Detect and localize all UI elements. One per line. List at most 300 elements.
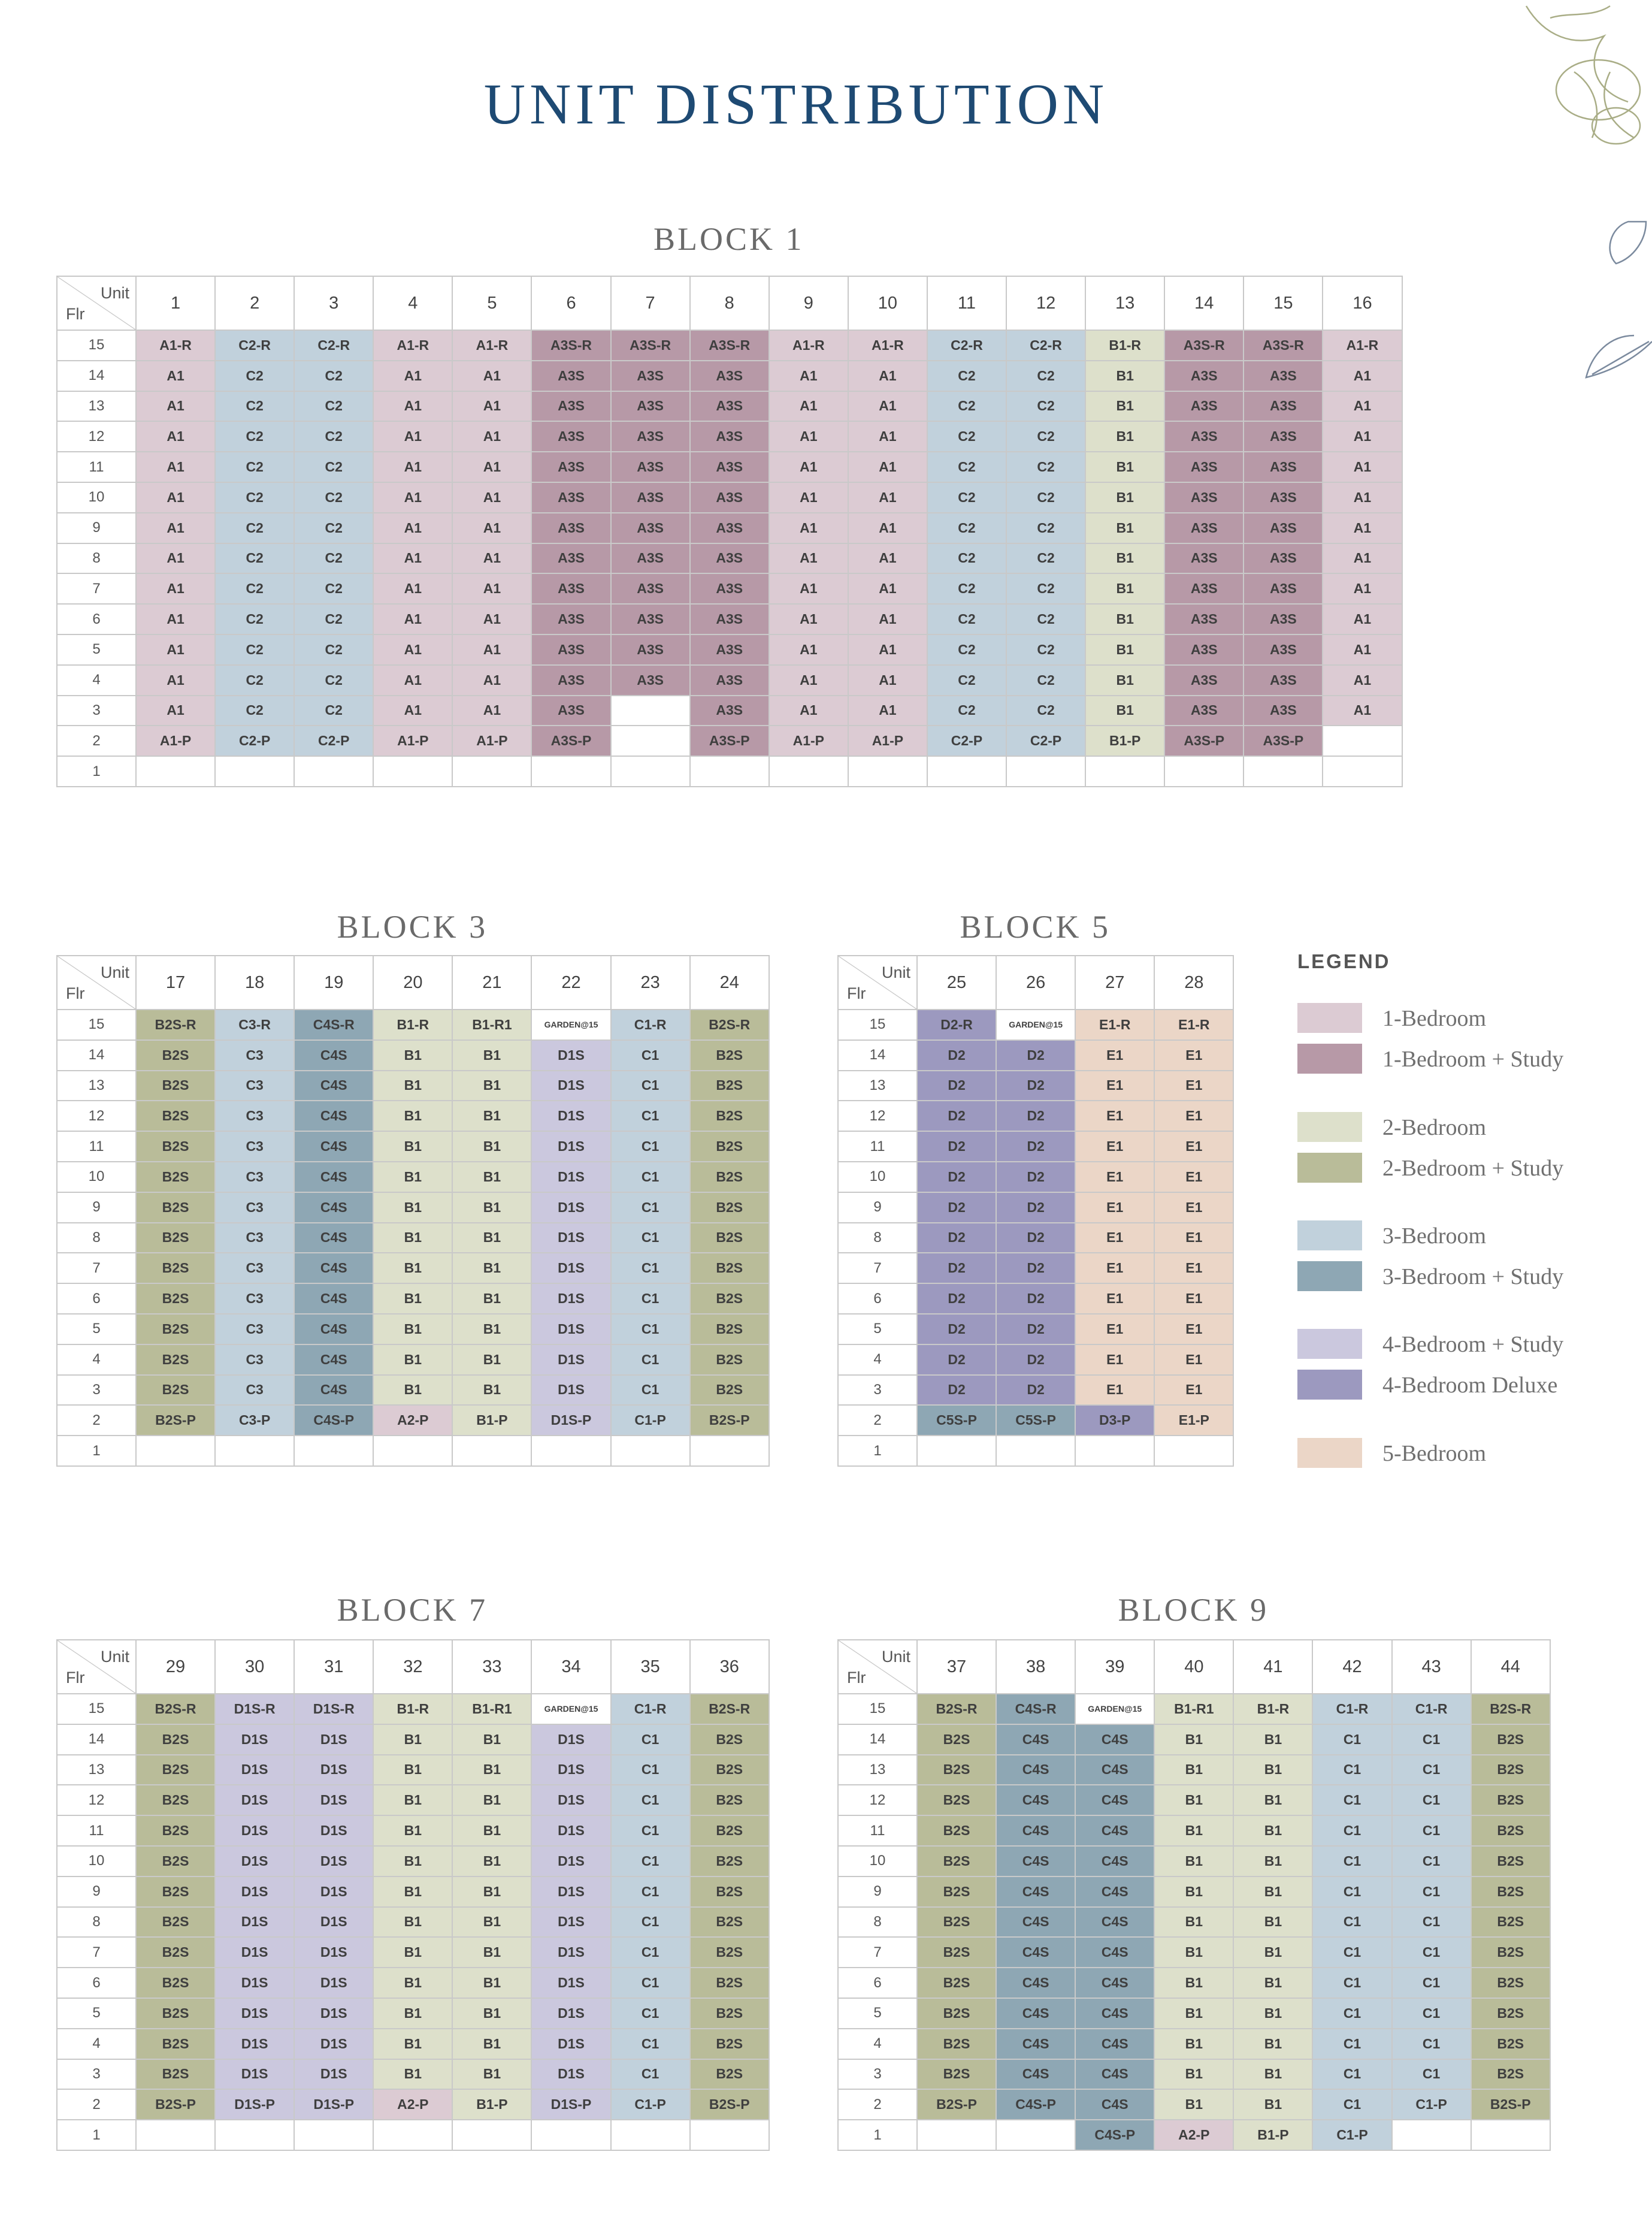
- unit-type-cell: C1: [611, 1846, 690, 1876]
- unit-type-cell: C4S: [1075, 1907, 1154, 1938]
- unit-type-cell: D1S: [215, 2059, 294, 2090]
- unit-type-cell: B1: [1233, 1846, 1312, 1876]
- unit-type-cell: D1S: [215, 1755, 294, 1785]
- unit-type-cell: C4S: [1075, 2089, 1154, 2120]
- unit-type-cell: A1-P: [769, 726, 848, 756]
- unit-type-cell: A1: [136, 391, 215, 422]
- unit-number-header: 1: [136, 276, 215, 330]
- unit-type-cell: B2S: [917, 2059, 996, 2090]
- unit-type-cell: B2S: [917, 1998, 996, 2029]
- unit-type-cell: C3: [215, 1192, 294, 1223]
- unit-type-cell: [927, 756, 1006, 787]
- unit-type-cell: A3S-R: [531, 330, 610, 361]
- floor-number: 2: [838, 2089, 917, 2120]
- unit-type-cell: A1: [769, 482, 848, 513]
- block-title: BLOCK 9: [1118, 1592, 1269, 1628]
- unit-type-cell: A3S: [690, 391, 769, 422]
- unit-type-cell: B1-R: [1233, 1694, 1312, 1724]
- unit-type-cell: C3: [215, 1344, 294, 1375]
- unit-type-cell: C4S-P: [996, 2089, 1075, 2120]
- unit-number-header: 11: [927, 276, 1006, 330]
- unit-type-cell: B1: [452, 1314, 531, 1344]
- unit-type-cell: C4S: [294, 1223, 373, 1253]
- floor-number: 1: [838, 1436, 917, 1466]
- unit-type-cell: A3S: [531, 482, 610, 513]
- unit-number-header: 9: [769, 276, 848, 330]
- unit-type-cell: A1: [769, 634, 848, 665]
- unit-type-cell: D2: [996, 1253, 1075, 1283]
- floor-number: 7: [57, 1253, 136, 1283]
- unit-type-cell: C4S: [294, 1101, 373, 1131]
- unit-type-cell: C4S: [996, 1815, 1075, 1846]
- unit-type-cell: D2: [996, 1162, 1075, 1192]
- unit-type-cell: C1: [611, 1253, 690, 1283]
- unit-type-cell: B1: [1154, 1785, 1233, 1815]
- unit-type-cell: B2S: [136, 1785, 215, 1815]
- unit-type-cell: A1: [1323, 543, 1402, 574]
- unit-type-cell: D1S: [531, 1755, 610, 1785]
- unit-type-cell: B1: [373, 1907, 452, 1938]
- unit-type-cell: C4S: [294, 1162, 373, 1192]
- unit-number-header: 30: [215, 1640, 294, 1694]
- unit-type-cell: A3S: [1243, 421, 1323, 452]
- unit-type-cell: B2S: [690, 1815, 769, 1846]
- unit-type-cell: B2S-R: [1471, 1694, 1550, 1724]
- unit-type-cell: [531, 2120, 610, 2150]
- unit-type-cell: A1: [136, 482, 215, 513]
- unit-type-cell: C2: [215, 696, 294, 726]
- unit-number-header: 7: [611, 276, 690, 330]
- floor-number: 1: [57, 2120, 136, 2150]
- floor-number: 1: [57, 1436, 136, 1466]
- unit-type-cell: B2S: [136, 1724, 215, 1755]
- unit-type-cell: D2: [996, 1344, 1075, 1375]
- legend-label: 4-Bedroom Deluxe: [1382, 1373, 1558, 1398]
- unit-type-cell: A3S: [1164, 361, 1243, 391]
- unit-type-cell: C2: [927, 634, 1006, 665]
- unit-type-cell: B2S: [690, 1192, 769, 1223]
- unit-type-cell: B2S: [136, 1998, 215, 2029]
- floor-number: 9: [57, 513, 136, 543]
- unit-type-cell: B1: [1085, 543, 1164, 574]
- unit-type-cell: B1: [1233, 1755, 1312, 1785]
- legend-label: 2-Bedroom: [1382, 1115, 1487, 1140]
- floor-number: 8: [838, 1907, 917, 1938]
- unit-type-cell: B2S: [917, 1785, 996, 1815]
- unit-type-cell: [611, 726, 690, 756]
- unit-type-cell: C1: [611, 2059, 690, 2090]
- floor-row: [838, 1375, 1233, 1406]
- floor-number: 12: [838, 1101, 917, 1131]
- unit-type-cell: B2S: [136, 1253, 215, 1283]
- unit-type-cell: C2: [294, 421, 373, 452]
- unit-type-cell: A1: [769, 452, 848, 482]
- floor-row: [57, 573, 1402, 604]
- unit-type-cell: A3S: [1243, 543, 1323, 574]
- unit-type-cell: A1: [373, 696, 452, 726]
- floor-number: 4: [57, 2029, 136, 2059]
- unit-type-cell: A1-P: [452, 726, 531, 756]
- unit-type-cell: B2S: [1471, 1815, 1550, 1846]
- unit-type-cell: B1: [452, 1937, 531, 1968]
- legend-swatch: [1297, 1438, 1362, 1468]
- unit-type-cell: B2S-P: [917, 2089, 996, 2120]
- floor-number: 13: [57, 391, 136, 422]
- unit-type-cell: C4S: [996, 1876, 1075, 1907]
- unit-type-cell: C1: [611, 1755, 690, 1785]
- unit-type-cell: A3S: [1164, 421, 1243, 452]
- unit-type-cell: B2S: [1471, 1846, 1550, 1876]
- unit-type-cell: B1: [1233, 1815, 1312, 1846]
- unit-type-cell: C1: [611, 1907, 690, 1938]
- unit-type-cell: A1: [1323, 604, 1402, 634]
- unit-type-cell: A1: [373, 513, 452, 543]
- unit-type-cell: A1: [1323, 482, 1402, 513]
- unit-type-cell: C1: [611, 1876, 690, 1907]
- unit-type-cell: B2S-R: [136, 1010, 215, 1040]
- unit-type-cell: [215, 1436, 294, 1466]
- unit-type-cell: A1: [848, 604, 927, 634]
- unit-type-cell: A3S: [531, 696, 610, 726]
- unit-type-cell: C4S: [1075, 1846, 1154, 1876]
- unit-type-cell: A1: [452, 452, 531, 482]
- unit-type-cell: A3S: [1243, 573, 1323, 604]
- unit-type-cell: E1: [1075, 1253, 1154, 1283]
- unit-type-cell: B1-P: [452, 1405, 531, 1436]
- unit-type-cell: C2: [294, 665, 373, 696]
- unit-type-cell: E1: [1075, 1162, 1154, 1192]
- unit-type-cell: GARDEN@15: [531, 1694, 610, 1724]
- unit-type-cell: C1-R: [1312, 1694, 1391, 1724]
- unit-type-cell: B2S: [690, 1375, 769, 1406]
- unit-type-cell: B2S: [690, 1162, 769, 1192]
- floor-number: 9: [838, 1192, 917, 1223]
- unit-type-cell: D2: [996, 1375, 1075, 1406]
- unit-type-cell: C1-P: [611, 2089, 690, 2120]
- unit-type-cell: A3S-P: [531, 726, 610, 756]
- unit-type-cell: B1: [373, 1998, 452, 2029]
- unit-type-cell: B1: [1085, 421, 1164, 452]
- floor-row: [838, 1436, 1233, 1466]
- floor-row: [838, 1724, 1550, 1755]
- unit-type-cell: C2: [927, 604, 1006, 634]
- floor-number: 14: [57, 1040, 136, 1071]
- unit-type-cell: C2: [1006, 696, 1085, 726]
- unit-number-header: 44: [1471, 1640, 1550, 1694]
- floor-row: [57, 1785, 769, 1815]
- legend-title: LEGEND: [1297, 950, 1391, 972]
- unit-type-cell: B1: [373, 1131, 452, 1162]
- unit-number-header: 4: [373, 276, 452, 330]
- unit-type-cell: A1: [452, 634, 531, 665]
- floor-row: [57, 1162, 769, 1192]
- legend-label: 5-Bedroom: [1382, 1441, 1487, 1466]
- unit-type-cell: B2S-P: [136, 1405, 215, 1436]
- floor-row: [57, 696, 1402, 726]
- unit-grid-b3: [56, 955, 770, 1467]
- unit-type-cell: C4S: [996, 1937, 1075, 1968]
- unit-type-cell: A3S: [531, 665, 610, 696]
- unit-type-cell: C1: [1312, 1785, 1391, 1815]
- unit-type-cell: D2: [996, 1131, 1075, 1162]
- unit-number-header: 26: [996, 956, 1075, 1010]
- unit-type-cell: A1: [452, 665, 531, 696]
- unit-type-cell: C2-P: [215, 726, 294, 756]
- unit-type-cell: C1: [611, 1314, 690, 1344]
- unit-type-cell: D1S-P: [531, 2089, 610, 2120]
- floor-row: [838, 1283, 1233, 1314]
- unit-type-cell: C2: [1006, 452, 1085, 482]
- unit-type-cell: B1: [1154, 2029, 1233, 2059]
- unit-type-cell: C1: [611, 1192, 690, 1223]
- unit-type-cell: A1: [769, 513, 848, 543]
- unit-type-cell: D2: [996, 1283, 1075, 1314]
- unit-type-cell: D1S-P: [531, 1405, 610, 1436]
- unit-number-header: 18: [215, 956, 294, 1010]
- unit-type-cell: [611, 696, 690, 726]
- floor-row: [57, 1131, 769, 1162]
- unit-type-cell: D2: [917, 1071, 996, 1101]
- unit-type-cell: C1: [1392, 1815, 1471, 1846]
- unit-type-cell: C3: [215, 1071, 294, 1101]
- floor-number: 11: [838, 1131, 917, 1162]
- unit-type-cell: E1: [1154, 1071, 1233, 1101]
- unit-type-cell: B2S: [136, 2059, 215, 2090]
- unit-number-header: 2: [215, 276, 294, 330]
- unit-type-cell: A1: [1323, 634, 1402, 665]
- unit-type-cell: A1: [848, 513, 927, 543]
- unit-type-cell: B2S: [136, 1375, 215, 1406]
- unit-type-cell: A1: [136, 665, 215, 696]
- unit-type-cell: C2: [927, 361, 1006, 391]
- floor-row: [57, 1344, 769, 1375]
- unit-type-cell: B1-P: [1233, 2120, 1312, 2150]
- unit-type-cell: A1: [1323, 391, 1402, 422]
- unit-type-cell: C1: [611, 1968, 690, 1998]
- unit-type-cell: B2S: [1471, 1724, 1550, 1755]
- unit-type-cell: [611, 1436, 690, 1466]
- unit-number-header: 39: [1075, 1640, 1154, 1694]
- legend-item: [1297, 1370, 1633, 1401]
- unit-type-cell: E1-R: [1154, 1010, 1233, 1040]
- unit-type-cell: A3S: [1243, 482, 1323, 513]
- unit-number-header: 23: [611, 956, 690, 1010]
- unit-type-cell: B2S: [690, 1876, 769, 1907]
- unit-type-cell: B1-P: [1085, 726, 1164, 756]
- unit-type-cell: C1: [1312, 1968, 1391, 1998]
- unit-type-cell: A3S: [531, 543, 610, 574]
- unit-type-cell: A1: [1323, 665, 1402, 696]
- unit-type-cell: C2: [1006, 543, 1085, 574]
- unit-type-cell: A1: [373, 452, 452, 482]
- unit-axis-label: Unit: [881, 963, 910, 981]
- unit-type-cell: D1S: [531, 1040, 610, 1071]
- unit-number-header: 38: [996, 1640, 1075, 1694]
- floor-row: [838, 1815, 1550, 1846]
- unit-type-cell: A3S: [611, 604, 690, 634]
- floor-number: 10: [57, 482, 136, 513]
- floor-number: 7: [838, 1937, 917, 1968]
- unit-grid-b5: [837, 955, 1234, 1467]
- unit-type-cell: A1: [452, 573, 531, 604]
- unit-type-cell: B1-P: [452, 2089, 531, 2120]
- floor-row: [57, 543, 1402, 574]
- unit-type-cell: A1: [1323, 696, 1402, 726]
- floor-number: 12: [57, 1785, 136, 1815]
- unit-type-cell: A3S: [531, 421, 610, 452]
- unit-number-header: 19: [294, 956, 373, 1010]
- floor-row: [57, 452, 1402, 482]
- unit-type-cell: A2-P: [373, 2089, 452, 2120]
- unit-type-cell: B1: [373, 1846, 452, 1876]
- unit-type-cell: C1: [611, 1071, 690, 1101]
- unit-type-cell: [452, 756, 531, 787]
- unit-type-cell: B1-R: [373, 1010, 452, 1040]
- floor-row: [57, 1253, 769, 1283]
- unit-type-cell: D1S: [294, 2029, 373, 2059]
- unit-type-cell: A1-R: [1323, 330, 1402, 361]
- floor-number: 2: [57, 726, 136, 756]
- unit-number-header: 36: [690, 1640, 769, 1694]
- unit-type-cell: [373, 2120, 452, 2150]
- unit-type-cell: B1: [452, 1131, 531, 1162]
- unit-type-cell: [1075, 1436, 1154, 1466]
- unit-type-cell: B1: [373, 1755, 452, 1785]
- floor-number: 10: [838, 1162, 917, 1192]
- floor-number: 7: [57, 573, 136, 604]
- unit-type-cell: A1: [136, 513, 215, 543]
- unit-type-cell: B1: [1154, 1815, 1233, 1846]
- unit-type-cell: D1S: [531, 1071, 610, 1101]
- floor-row: [57, 665, 1402, 696]
- unit-type-cell: D2: [996, 1101, 1075, 1131]
- unit-type-cell: A3S: [690, 665, 769, 696]
- unit-type-cell: B2S: [690, 1968, 769, 1998]
- unit-type-cell: [1085, 756, 1164, 787]
- unit-type-cell: A1: [769, 604, 848, 634]
- floor-row: [838, 1162, 1233, 1192]
- unit-type-cell: D2: [996, 1040, 1075, 1071]
- unit-type-cell: B1: [1085, 391, 1164, 422]
- legend-swatch: [1297, 1261, 1362, 1291]
- unit-type-cell: C1: [611, 1131, 690, 1162]
- floor-axis-label: Flr: [847, 984, 866, 1002]
- unit-type-cell: A3S: [690, 604, 769, 634]
- unit-type-cell: C3: [215, 1131, 294, 1162]
- legend-swatch: [1297, 1220, 1362, 1250]
- unit-type-cell: D2-R: [917, 1010, 996, 1040]
- unit-type-cell: D1S: [215, 1724, 294, 1755]
- unit-type-cell: B2S: [136, 1876, 215, 1907]
- unit-type-cell: C1: [1312, 1724, 1391, 1755]
- unit-type-cell: B2S: [136, 1101, 215, 1131]
- unit-type-cell: C1: [1312, 1998, 1391, 2029]
- unit-type-cell: B1: [373, 1314, 452, 1344]
- unit-type-cell: D2: [996, 1314, 1075, 1344]
- unit-type-cell: C4S: [1075, 1998, 1154, 2029]
- unit-type-cell: D2: [917, 1375, 996, 1406]
- unit-type-cell: B2S: [917, 1846, 996, 1876]
- floor-row: [838, 1253, 1233, 1283]
- unit-type-cell: [1471, 2120, 1550, 2150]
- unit-type-cell: B1: [1154, 1968, 1233, 1998]
- floor-row: [838, 1344, 1233, 1375]
- unit-type-cell: C1: [1312, 1907, 1391, 1938]
- unit-type-cell: E1: [1075, 1192, 1154, 1223]
- floor-row: [838, 1405, 1233, 1436]
- unit-type-cell: A3S: [531, 573, 610, 604]
- unit-type-cell: A1: [452, 604, 531, 634]
- floor-row: [838, 1040, 1233, 1071]
- unit-type-cell: A1: [136, 452, 215, 482]
- unit-type-cell: C2: [1006, 513, 1085, 543]
- unit-type-cell: B2S: [136, 1071, 215, 1101]
- unit-type-cell: B2S: [136, 2029, 215, 2059]
- unit-type-cell: B1: [373, 1253, 452, 1283]
- unit-type-cell: D1S: [294, 1937, 373, 1968]
- unit-type-cell: D1S: [531, 2029, 610, 2059]
- legend-label: 3-Bedroom + Study: [1382, 1264, 1564, 1289]
- unit-type-cell: B2S: [690, 1998, 769, 2029]
- unit-type-cell: [996, 1436, 1075, 1466]
- unit-type-cell: B1: [373, 1876, 452, 1907]
- unit-type-cell: B2S: [690, 1283, 769, 1314]
- unit-type-cell: A1: [1323, 421, 1402, 452]
- unit-type-cell: B1: [1154, 1876, 1233, 1907]
- legend-item: [1297, 1153, 1633, 1184]
- unit-type-cell: B2S: [917, 1937, 996, 1968]
- unit-type-cell: C2: [215, 543, 294, 574]
- unit-type-cell: C4S-P: [294, 1405, 373, 1436]
- unit-type-cell: A3S: [531, 391, 610, 422]
- unit-type-cell: A3S: [690, 421, 769, 452]
- unit-type-cell: D1S: [215, 1846, 294, 1876]
- unit-type-cell: A1: [452, 361, 531, 391]
- floor-number: 4: [57, 1344, 136, 1375]
- unit-type-cell: A1: [848, 573, 927, 604]
- unit-type-cell: D1S-P: [294, 2089, 373, 2120]
- unit-type-cell: A3S: [1164, 573, 1243, 604]
- unit-type-cell: C4S: [996, 1998, 1075, 2029]
- unit-type-cell: A3S: [1164, 696, 1243, 726]
- unit-type-cell: B1: [373, 2029, 452, 2059]
- unit-type-cell: A1: [769, 543, 848, 574]
- floor-row: [838, 2089, 1550, 2120]
- unit-type-cell: D1S: [531, 1344, 610, 1375]
- unit-type-cell: B2S: [917, 2029, 996, 2059]
- floor-row: [57, 756, 1402, 787]
- unit-type-cell: B1: [1085, 634, 1164, 665]
- unit-type-cell: A1: [136, 421, 215, 452]
- unit-type-cell: B2S: [136, 1755, 215, 1785]
- unit-type-cell: B1: [1233, 1968, 1312, 1998]
- unit-type-cell: A1: [452, 482, 531, 513]
- floor-number: 12: [57, 421, 136, 452]
- unit-type-cell: C4S: [294, 1253, 373, 1283]
- unit-type-cell: B1: [452, 1344, 531, 1375]
- unit-type-cell: D1S: [531, 1937, 610, 1968]
- unit-type-cell: A1: [769, 573, 848, 604]
- floor-row: [57, 1724, 769, 1755]
- unit-type-cell: D2: [917, 1131, 996, 1162]
- unit-type-cell: A3S: [690, 513, 769, 543]
- unit-type-cell: D1S-R: [294, 1694, 373, 1724]
- unit-type-cell: C3-P: [215, 1405, 294, 1436]
- unit-type-cell: D1S: [531, 1968, 610, 1998]
- floor-row: [57, 1694, 769, 1724]
- floor-number: 6: [838, 1283, 917, 1314]
- unit-type-cell: B1: [1085, 482, 1164, 513]
